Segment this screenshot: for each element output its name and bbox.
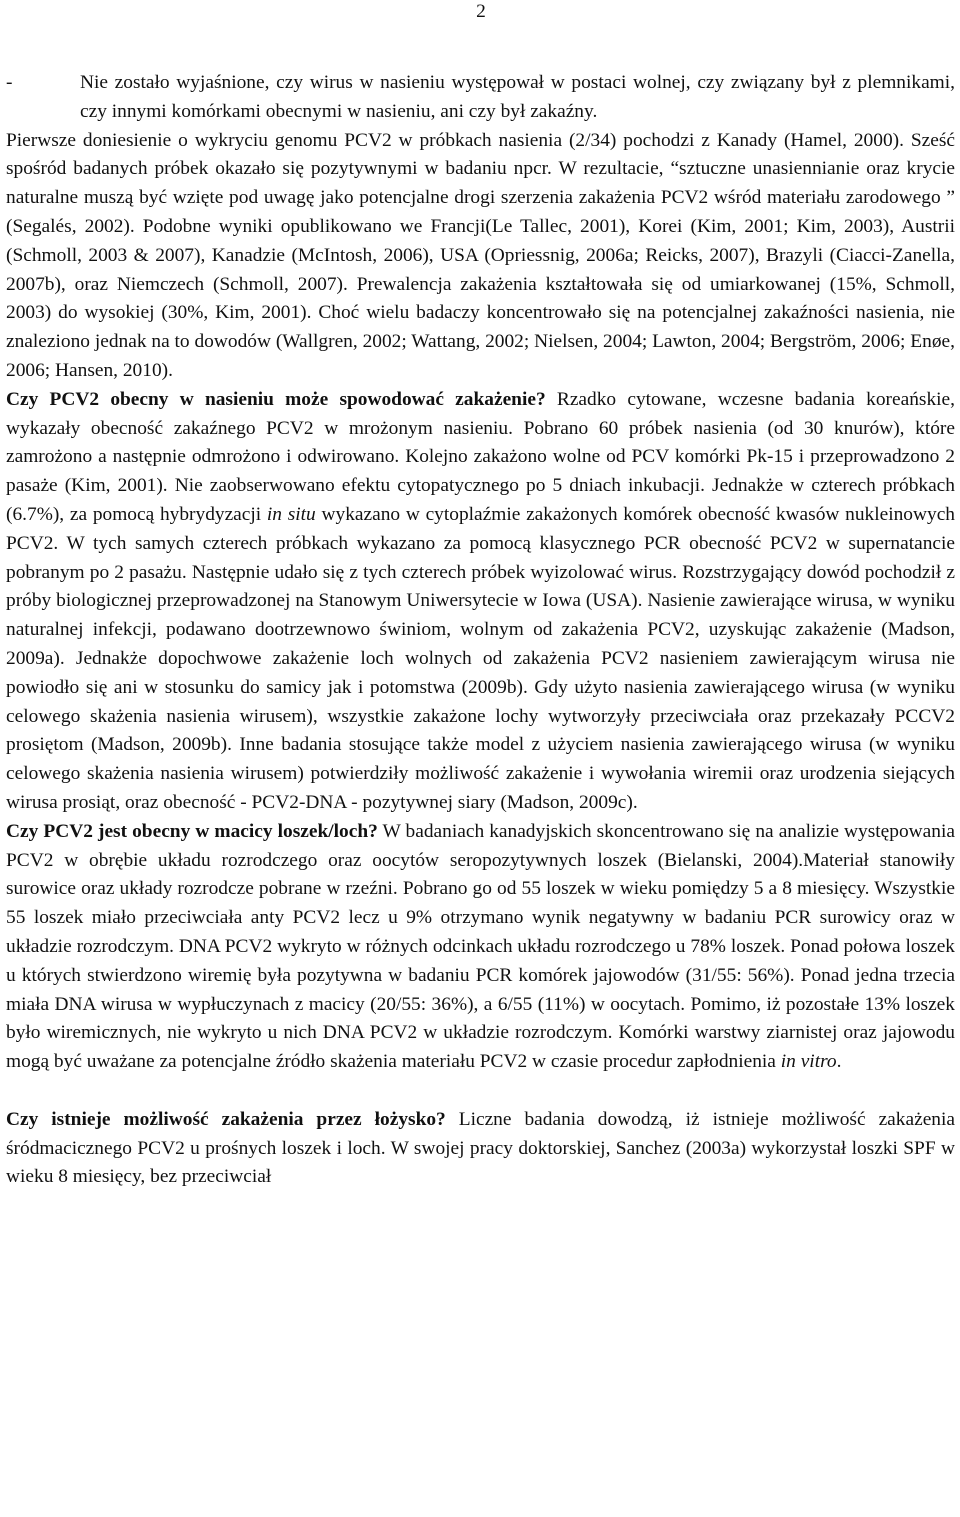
bullet-marker: - [6, 72, 13, 93]
italic-term: in vitro [780, 1051, 837, 1073]
paragraph-text: wykazano w cytoplaźmie zakażonych komórek obecność kwasów nukleinowych PCV2. W tych samych czterech próbkach wykazano za pomocą klasycznego PCR obecność PCV2 w supernatancie pobranym po 2 pasażu. Następnie udało się z tych czterech próbek wyizolować wirus. Rozstrzygający dowód pochodził z próby biologicznej przeprowadzonej na Stanowym Uniwersytecie w Iowa (USA). Nasienie zawierające wirusa, w wyniku naturalnej infekcji, podawano dootrzewnowo świniom, wolnym od zakażenia PCV2, uzyskując zakażenie (Madson, 2009a). Jednakże dopochwowe zakażenie loch wolnych od zakażenia PCV2 nasieniem zawierającym wirusa nie powiodło się ani w stosunku do samicy jak i potomstwa (2009b). Gdy użyto nasienia zawierającego wirusa (w wyniku celowego skażenia nasienia wirusem), wszystkie zakażone lochy wytworzyły przeciwciała oraz przekazały PCCV2 prosiętom (Madson, 2009b). Inne badania stosujące także model z użyciem nasienia zawierającego wirusa (w wyniku celowego skażenia nasienia wirusem) potwierdziły możliwość zakażenie i wywołania wiremii oraz urodzenia siejących wirusa prosiąt, oraz obecność - PCV2-DNA - pozytywnej siary (Madson, 2009c). [6, 503, 955, 813]
paragraph-placenta [6, 1106, 955, 1192]
bullet-item [6, 69, 955, 127]
section-heading: Czy PCV2 jest obecny w macicy loszek/loch? [6, 820, 378, 842]
paragraph-text: W badaniach kanadyjskich skoncentrowano się na analizie występowania PCV2 w obrębie układu rozrodczego oraz oocytów seropozytywnych loszek (Bielanski, 2004).Materiał stanowiły surowice oraz układy rozrodcze pobrane w rzeźni. Pobrano go od 55 loszek w wieku pomiędzy 5 a 8 miesięcy. Wszystkie 55 loszek miało przeciwciała anty PCV2 lecz u 9% otrzymano wynik negatywny w badaniu PCR surowicy oraz w układzie rozrodczym. DNA PCV2 wykryto w różnych odcinkach układu rozrodczego u 78% loszek. Ponad połowa loszek u których stwierdzono wiremię była pozytywna w badaniu PCR komórek jajowodów (31/55: 56%). Ponad jedna trzecia miała DNA wirusa w wypłuczynach z macicy (20/55: 36%), a 6/55 (11%) w oocytach. Pomimo, iż pozostałe 13% loszek było wiremicznych, nie wykryto u nich DNA PCV2 w układzie rozrodczym. Komórki warstwy ziarnistej oraz jajowodu mogą być uważane za potencjalne źródło skażenia materiału PCV2 w czasie procedur zapłodnienia [6, 820, 955, 1073]
paragraph-text: Pierwsze doniesienie o wykryciu genomu PCV2 w próbkach nasienia (2/34) pochodzi z Kanady (Hamel, 2000). Sześć spośród badanych próbek okazało się pozytywnymi w badaniu npcr. W rezultacie, “sztuczne unasiennianie oraz krycie naturalne muszą być wzięte pod uwagę jako potencjalne drogi szerzenia zakażenia PCV2 wśród materiału zarodowego ” (Segalés, 2002). Podobne wyniki opublikowano we Francji(Le Tallec, 2001), Korei (Kim, 2001; Kim, 2003), Austrii (Schmoll, 2003 & 2007), Kanadzie (McIntosh, 2006), USA (Opriessnig, 2006a; Reicks, 2007), Brazyli (Ciacci-Zanella, 2007b), oraz Niemczech (Schmoll, 2007). Prewalencja zakażenia kształtowała się od umiarkowanej (15%, Schmoll, 2003) do wysokiej (30%, Kim, 2001). Choć wielu badaczy koncentrowało się na potencjalnej zakaźności nasienia, nie znaleziono jednak na to dowodów (Wallgren, 2002; Wattang, 2002; Nielsen, 2004; Lawton, 2004; Bergström, 2006; Enøe, 2006; Hansen, 2010). [6, 129, 955, 381]
paragraph-text: Rzadko cytowane, wczesne badania koreańskie, wykazały obecność zakaźnego PCV2 w mrożonym nasieniu. Pobrano 60 próbek nasienia (od 30 knurów), które zamrożono a następnie odmrożono i odwirowano. Kolejno zakażono wolne od PCV komórki Pk-15 i przeprowadzono 2 pasaże (Kim, 2001). Nie zaobserwowano efektu cytopatycznego po 5 dniach inkubacji. Jednakże w czterech próbkach (6.7%), za pomocą hybrydyzacji [6, 388, 955, 525]
paragraph-text: . [836, 1051, 842, 1073]
section-heading: Czy istnieje możliwość zakażenia przez łożysko? [6, 1108, 446, 1130]
document-body [6, 69, 955, 1192]
paragraph-text: Liczne badania dowodzą, iż istnieje możliwość zakażenia śródmacicznego PCV2 u prośnych loszek i loch. W swojej pracy doktorskiej, Sanchez (2003a) wykorzystał loszki SPF w wieku 8 miesięcy, bez przeciwciał [6, 1108, 955, 1188]
paragraph-semen-infection [6, 386, 955, 818]
paragraph-uterus [6, 818, 955, 1077]
paragraph-semen-studies [6, 127, 955, 386]
italic-term: in situ [266, 503, 316, 525]
bullet-text: Nie zostało wyjaśnione, czy wirus w nasieniu występował w postaci wolnej, czy związany był z plemnikami, czy innymi komórkami obecnymi w nasieniu, ani czy był zakaźny. [80, 72, 955, 122]
page-number: 2 [476, 1, 486, 22]
paragraph-spacer [6, 1077, 955, 1106]
section-heading: Czy PCV2 obecny w nasieniu może spowodować zakażenie? [6, 388, 546, 410]
